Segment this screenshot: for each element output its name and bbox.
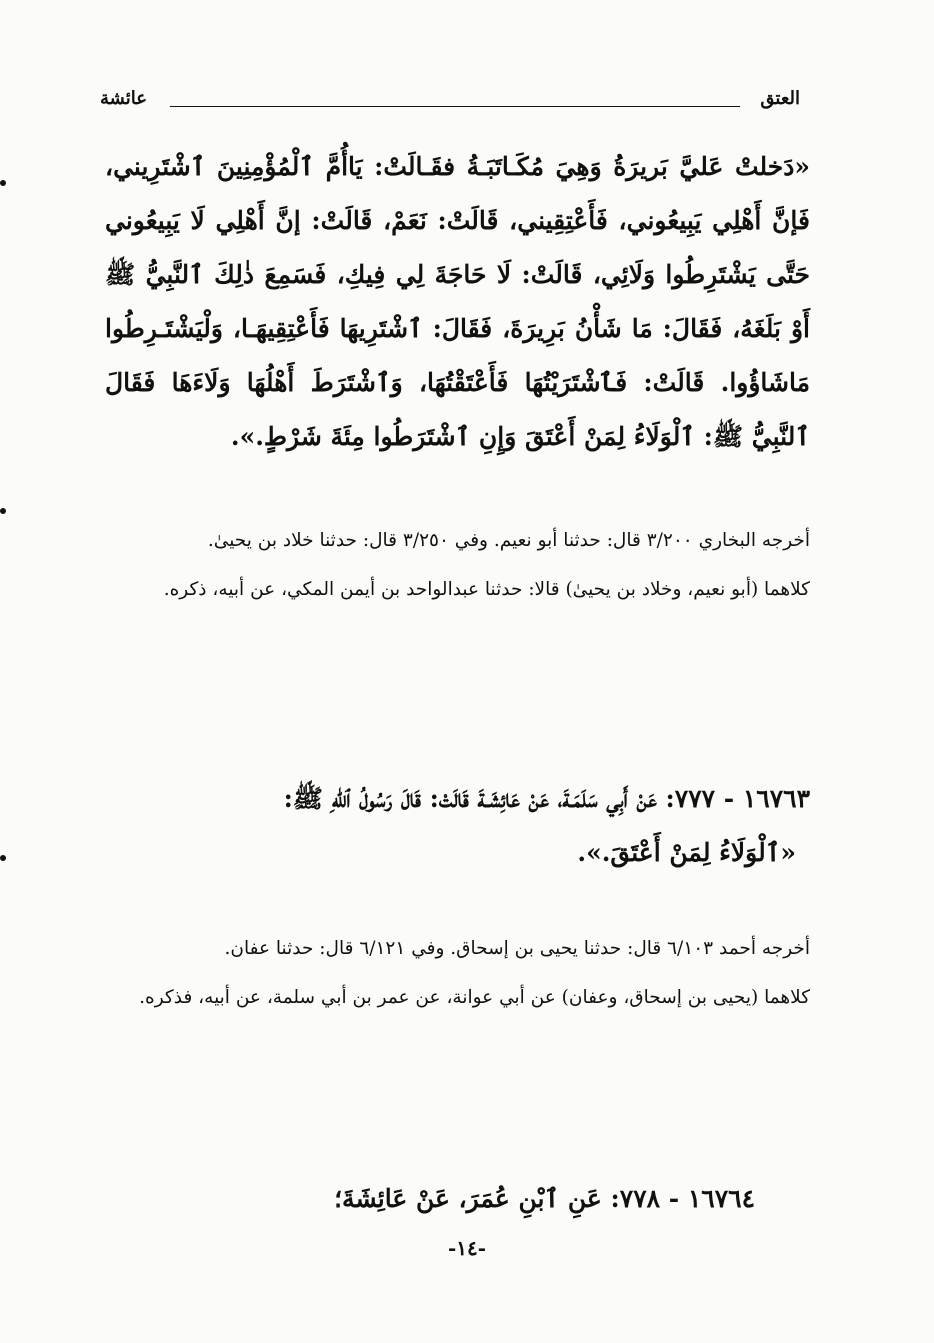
note-paragraph: كلاهما (أبو نعيم، وخلاد بن يحيىٰ) قالا: حدثنا عبدالواحد بن أيمن المكي، عن أبيه، ذكره.	[163, 579, 810, 600]
hadith-entry	[105, 1172, 810, 1226]
margin-mark	[0, 508, 6, 514]
source-note	[105, 930, 810, 1016]
margin-mark	[0, 180, 6, 186]
note-paragraph: أخرجه البخاري ٣/٢٠٠ قال: حدثنا أبو نعيم. وفي ٣/٢٥٠ قال: حدثنا خلاد بن يحيىٰ.	[207, 530, 810, 551]
hadith-text: «دَخلتْ عَليَّ بَريرَةُ وَهِيَ مُكَـاتَبَـةُ فقَـالَتْ: يَاأُمَّ ٱلْمُؤْمِنِينَ ٱشْتَرِيني، فَإنَّ أَهْلِي يَبِيعُوني، فَأَعْتِقِيني، قَالَتْ: نَعَمْ، قَالَتْ: إنَّ أَهْلِي لَا يَبِيعُوني حَتَّى يَشْتَرِطُوا وَلَائِي، قَالَتْ: لَا حَاجَةَ لِي فِيكِ، فَسَمِعَ ذٰلِكَ ٱلنَّبِيُّ ﷺ أَوْ بَلَغَهُ، فَقَالَ: مَا شَأْنُ بَرِيرَةَ، فَقَالَ: ٱشْتَرِيهَا فَأَعْتِقِيهَـا، وَلْيَشْتَـرِطُوا مَاشَاؤُوا. قَالَتْ: فَٱشْتَرَيْتُهَا فَأَعْتَقْتُهَا، وَٱشْتَرَطَ أَهْلُهَا وَلَاءَهَا فَقَالَ ٱلنَّبِيُّ ﷺ: ٱلْوَلَاءُ لِمَنْ أَعْتَقَ وَإِنِ ٱشْتَرَطُوا مِئَةَ شَرْطٍ.».	[105, 152, 810, 451]
source-note	[105, 522, 810, 608]
page-number: -١٤-	[447, 1236, 487, 1260]
note-paragraph: أخرجه أحمد ٦/١٠٣ قال: حدثنا يحيى بن إسحاق. وفي ٦/١٢١ قال: حدثنا عفان.	[224, 938, 810, 959]
hadith-isnad: ١٦٧٦٤ - ٧٧٨: عَنِ ٱبْنِ عُمَرَ، عَنْ عَائِشَةَ؛	[334, 1184, 755, 1213]
header-chapter: العتق	[760, 88, 800, 109]
hadith-entry	[105, 772, 810, 880]
note-paragraph: كلاهما (يحيى بن إسحاق، وعفان) عن أبي عوانة، عن عمر بن أبي سلمة، عن أبيه، فذكره.	[139, 987, 810, 1008]
hadith-matn: «ٱلْوَلَاءُ لِمَنْ أَعْتَقَ.».	[577, 838, 796, 867]
header-narrator: عائشة	[100, 88, 147, 109]
header-rule	[170, 106, 740, 107]
running-header	[100, 88, 800, 118]
margin-mark	[0, 855, 6, 861]
hadith-isnad: ١٦٧٦٣ - ٧٧٧: عَنْ أَبِي سَلَمَـةَ، عَنْ عَائِشَـةَ قَالَتْ: قَالَ رَسُولُ ٱللهِ ﷺ:	[283, 784, 810, 813]
